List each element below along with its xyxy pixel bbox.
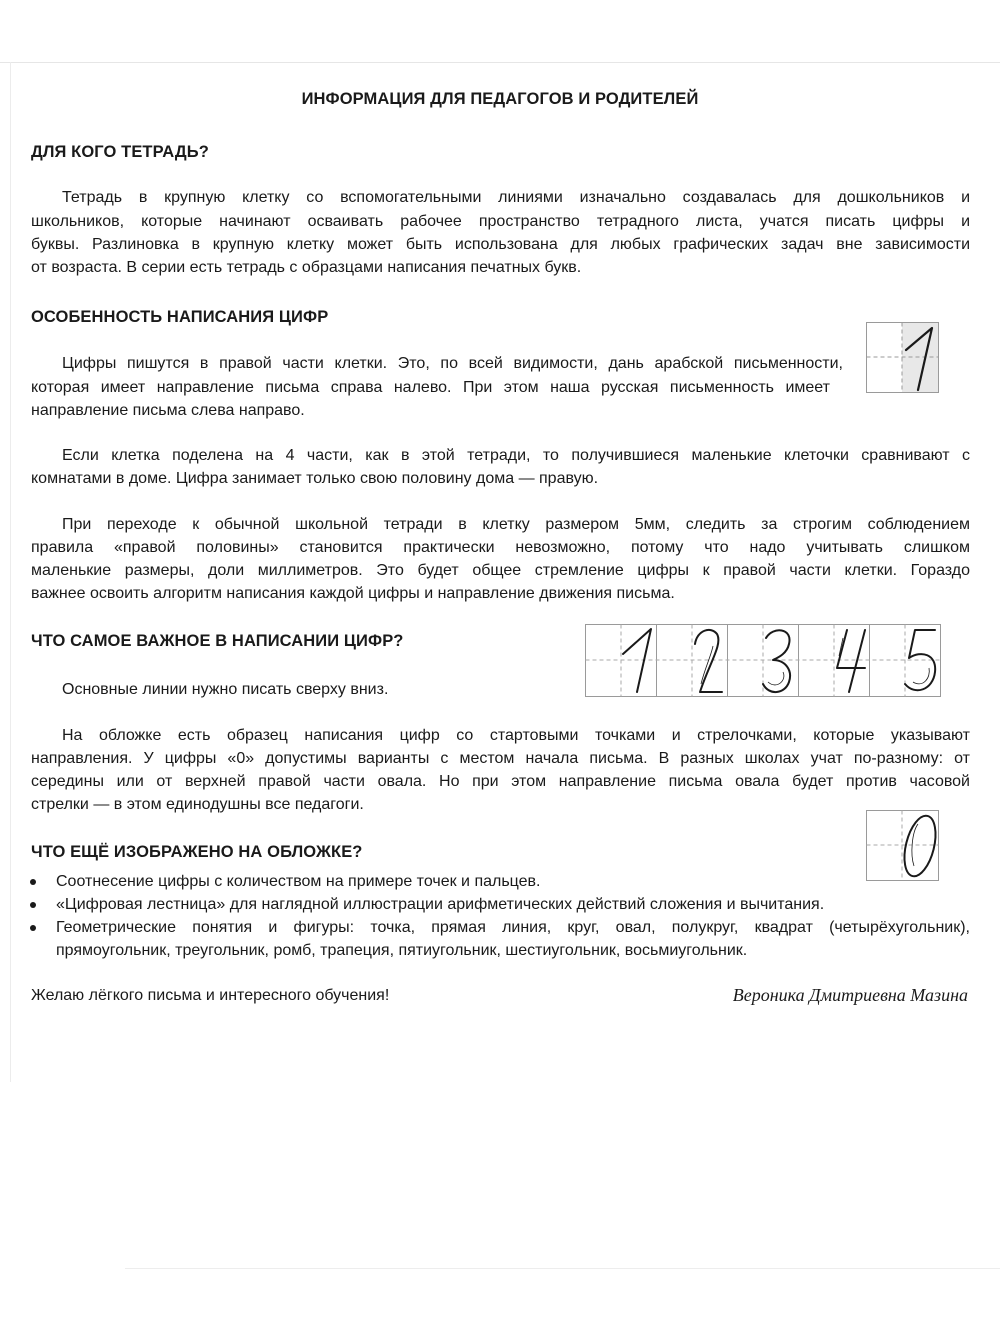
paragraph-line: которая имеет направление письма справа налево. При этом наша русская письменность имеет — [31, 379, 830, 396]
paragraph-line: Основные линии нужно писать сверху вниз. — [62, 681, 389, 698]
digit-zero-cell-illustration — [866, 810, 939, 881]
page-title: ИНФОРМАЦИЯ ДЛЯ ПЕДАГОГОВ И РОДИТЕЛЕЙ — [301, 90, 699, 108]
paragraph-line: Цифры пишутся в правой части клетки. Это, по всей видимости, дань арабской письменности, — [62, 355, 843, 372]
bullet-icon — [30, 925, 36, 931]
digits-1-5-grid-illustration — [585, 624, 941, 697]
paragraph-line: маленькие размеры, доли миллиметров. Это будет общее стремление цифры к правой части клетки. Гораздо — [31, 562, 970, 579]
paragraph-line: от возраста. В серии есть тетрадь с образцами написания печатных букв. — [31, 259, 582, 276]
section-heading-for-whom: ДЛЯ КОГО ТЕТРАДЬ? — [31, 143, 209, 161]
bullet-icon — [30, 879, 36, 885]
digit-one-cell-illustration — [866, 322, 939, 393]
paragraph-line: При переходе к обычной школьной тетради в клетку размером 5мм, следить за строгим соблюдением — [62, 516, 970, 533]
page-border-left — [10, 62, 11, 1082]
paragraph-line: комнатами в доме. Цифра занимает только свою половину дома — правую. — [31, 470, 599, 487]
page-border-top — [0, 62, 1000, 63]
paragraph-line: На обложке есть образец написания цифр со стартовыми точками и стрелочками, которые указывают — [62, 727, 970, 744]
section-heading-cover-contents: ЧТО ЕЩЁ ИЗОБРАЖЕНО НА ОБЛОЖКЕ? — [31, 843, 363, 861]
paragraph-line: середины или от верхней правой части овала. Но при этом направление письма овала будет против часовой — [31, 773, 970, 790]
bullet-icon — [30, 902, 36, 908]
list-item-continuation: прямоугольник, треугольник, ромб, трапеция, пятиугольник, шестиугольник, восьмиугольник. — [56, 942, 748, 959]
paragraph-line: буквы. Разлиновка в крупную клетку может быть использована для любых графических задач вне зависимости — [31, 236, 970, 253]
paragraph-line: направление письма слева направо. — [31, 402, 305, 419]
paragraph-line: стрелки — в этом единодушны все педагоги. — [31, 796, 364, 813]
section-heading-digit-writing: ОСОБЕННОСТЬ НАПИСАНИЯ ЦИФР — [31, 308, 329, 326]
paragraph-line: Тетрадь в крупную клетку со вспомогательными линиями изначально создавалась для дошкольников и — [62, 189, 970, 206]
author-signature: Вероника Дмитриевна Мазина — [732, 985, 968, 1005]
closing-wish: Желаю лёгкого письма и интересного обучения! — [31, 987, 390, 1004]
section-heading-most-important: ЧТО САМОЕ ВАЖНОЕ В НАПИСАНИИ ЦИФР? — [31, 632, 404, 650]
paragraph-line: важнее освоить алгоритм написания каждой цифры и направление движения письма. — [31, 585, 675, 602]
list-item: Соотнесение цифры с количеством на примере точек и пальцев. — [56, 873, 541, 890]
list-item: «Цифровая лестница» для наглядной иллюстрации арифметических действий сложения и вычитания. — [56, 896, 825, 913]
paragraph-line: Если клетка поделена на 4 части, как в этой тетради, то получившиеся маленькие клеточки сравнивают с — [62, 447, 970, 464]
page-border-bottom — [125, 1268, 1000, 1269]
paragraph-line: школьников, которые начинают осваивать рабочее пространство тетрадного листа, учатся писать цифры и — [31, 213, 970, 230]
list-item: Геометрические понятия и фигуры: точка, прямая линия, круг, овал, полукруг, квадрат (четырёхугольник), — [56, 919, 970, 936]
paragraph-line: правила «правой половины» становится практически невозможно, потому что надо учитывать слишком — [31, 539, 970, 556]
paragraph-line: направления. У цифры «0» допустимы варианты с местом начала письма. В разных школах учат по-разному: от — [31, 750, 970, 767]
